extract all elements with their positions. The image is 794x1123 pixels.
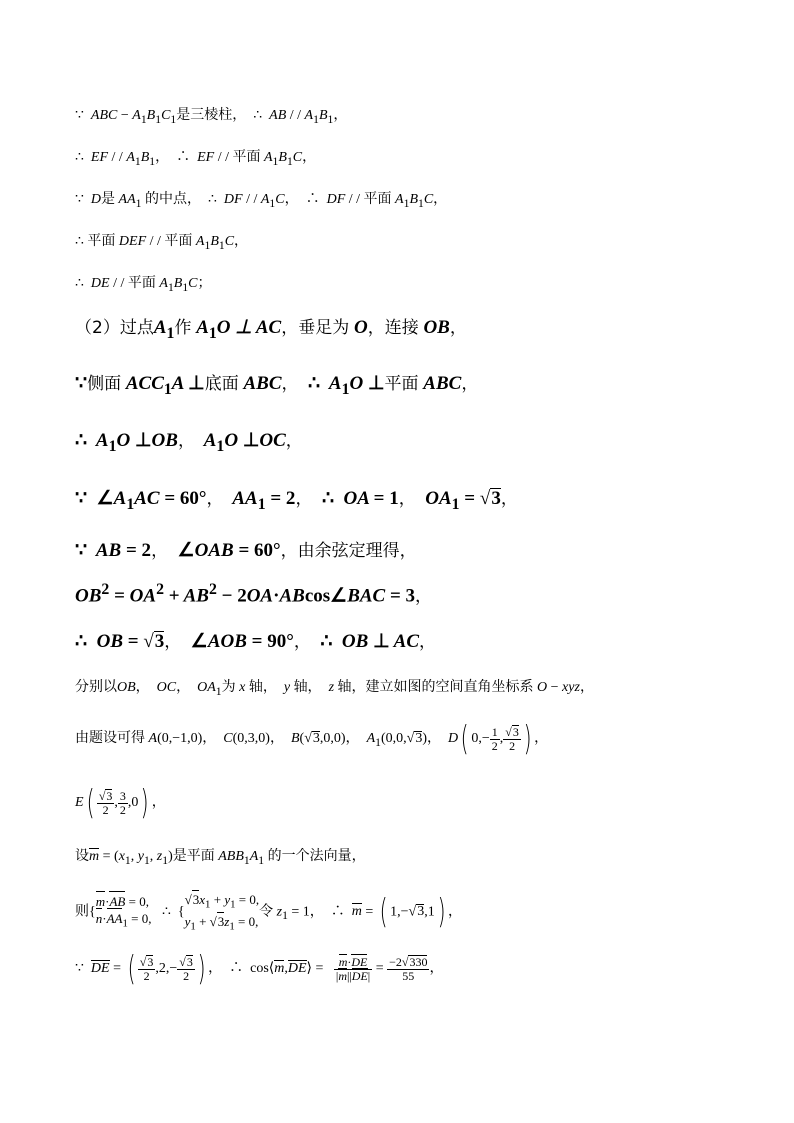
text-line-15: E( $\frac{√3}{2}$ , $\frac{3}{2}$ ,0) ，: [75, 783, 166, 823]
text-line-13: 分别以OB， OC， $OA_1$为 x 轴， y 轴， z 轴，建立如图的空间直角坐标系 O − xyz，: [75, 679, 594, 698]
text-line-17: 则{ m·AB = 0, $n\cdot AA_1 = 0$, ∴ { $√3x_1 + y_1 = 0$, $y_1 + √3z_1 = 0$, 令 $z_1 = 1$， ∴ m = ( 1,−√3,1) ，: [75, 892, 462, 933]
text-line-11: $OB^2 = OA^2 + AB^2$ − 2OA·ABcos∠BAC = 3，: [75, 581, 433, 607]
text-line-14: 由题设可得 A(0,−1,0)， C(0,3,0)， B(√3,0,0)， $A_1(0,0,√3)$， D( 0,− $\frac{1}{2}$ , $\frac{√3}{2}$ ) ，: [75, 719, 549, 759]
text-line-6: （2）过点$A_1$作 $A_1O$ ⊥ AC，垂足为 O，连接 OB，: [75, 317, 467, 342]
text-line-1: ∵ ABC − $A_1B_1C_1$是三棱柱， ∴ AB / / $A_1B_1$，: [75, 107, 348, 126]
text-line-12: ∴ OB = √3， ∠AOB = 90°， ∴ OB ⊥ AC，: [75, 631, 437, 652]
text-line-3: ∵ D是 $AA_1$ 的中点， ∴ DF / / $A_1C$， ∴ DF / / 平面 $A_1B_1C$，: [75, 191, 448, 210]
text-line-5: ∴ DE / / 平面 $A_1B_1C$；: [75, 275, 212, 294]
text-line-4: ∴ 平面 DEF / / 平面 $A_1B_1C$，: [75, 233, 249, 252]
text-line-16: 设$m = (x_1$, $y_1$, $z_1$)是平面 $ABB_1A_1$ 的一个法向量，: [75, 848, 366, 867]
text-line-9: ∵ $\angle A_1AC = 60^\circ$， $AA_1 = 2$， ∴ OA = 1， $OA_1 = √3$，: [75, 488, 518, 513]
text-line-10: ∵ AB = 2， ∠OAB = 60°，由余弦定理得，: [75, 540, 417, 561]
text-line-18: ∵ DE = ( $\frac{√3}{2}$ ,2,− $\frac{√3}{2}$ ) ， ∴ cos⟨m,DE⟩ = $\frac{m\cdot DE}{|m||DE|}$ = $\frac{-2√330}{55}$ ，: [75, 949, 444, 989]
text-line-7: ∵侧面 $ACC_1A$ ⊥底面 ABC， ∴ $A_1O$ ⊥平面 ABC，: [75, 373, 479, 398]
text-line-8: ∴ $A_1O$ ⊥OB， $A_1O$ ⊥OC，: [75, 430, 303, 455]
text-line-2: ∴ EF / / $A_1B_1$， ∴ EF / / 平面 $A_1B_1C$，: [75, 149, 317, 168]
